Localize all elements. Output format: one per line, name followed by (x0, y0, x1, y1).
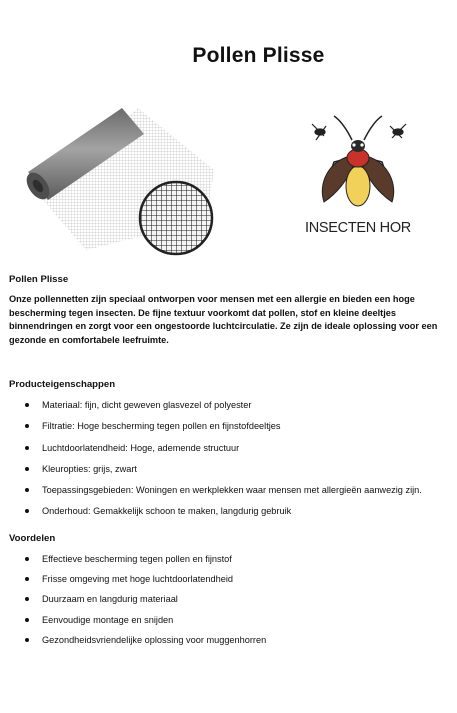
bullet-icon (25, 577, 29, 581)
list-item: Onderhoud: Gemakkelijk schoon te maken, langdurig gebruik (24, 505, 444, 518)
intro-heading: Pollen Plisse (9, 274, 69, 285)
list-item: Filtratie: Hoge bescherming tegen pollen en fijnstofdeeltjes (24, 420, 444, 433)
bullet-icon (25, 488, 29, 492)
list-item: Duurzaam en langdurig materiaal (24, 593, 444, 606)
properties-heading: Producteigenschappen (9, 379, 116, 390)
page-title: Pollen Plisse (192, 44, 325, 67)
list-item: Luchtdoorlatendheid: Hoge, ademende structuur (24, 442, 444, 455)
properties-list (24, 399, 444, 527)
firefly-icon (290, 110, 426, 214)
brand-logo (290, 110, 426, 238)
list-item: Frisse omgeving met hoge luchtdoorlatendheid (24, 573, 444, 586)
advantages-list (24, 553, 444, 654)
list-item: Toepassingsgebieden: Woningen en werkplekken waar mensen met allergieën aanwezig zijn. (24, 484, 444, 497)
brand-logo-text: INSECTEN HOR (305, 220, 411, 236)
bullet-icon (25, 618, 29, 622)
list-item: Gezondheidsvriendelijke oplossing voor muggenhorren (24, 634, 444, 647)
list-item: Kleuropties: grijs, zwart (24, 463, 444, 476)
list-item: Materiaal: fijn, dicht geweven glasvezel of polyester (24, 399, 444, 412)
bullet-icon (25, 597, 29, 601)
bullet-icon (25, 638, 29, 642)
bullet-icon (25, 557, 29, 561)
bullet-icon (25, 403, 29, 407)
advantages-heading: Voordelen (9, 533, 56, 544)
mesh-roll-image (26, 100, 220, 260)
list-item: Eenvoudige montage en snijden (24, 614, 444, 627)
bullet-icon (25, 467, 29, 471)
bullet-icon (25, 424, 29, 428)
intro-paragraph: Onze pollennetten zijn speciaal ontworpen voor mensen met een allergie en bieden een hoge bescherming tegen insecten. De fijne textuur voorkomt dat pollen, stof en kleine deeltjes binnendringen en zorgt voor een ongestoorde luchtcirculatie. Ze zijn de ideale oplossing voor een gezonde en comfortabele leefruimte. (9, 294, 438, 345)
list-item: Effectieve bescherming tegen pollen en fijnstof (24, 553, 444, 566)
bullet-icon (25, 446, 29, 450)
bullet-icon (25, 509, 29, 513)
